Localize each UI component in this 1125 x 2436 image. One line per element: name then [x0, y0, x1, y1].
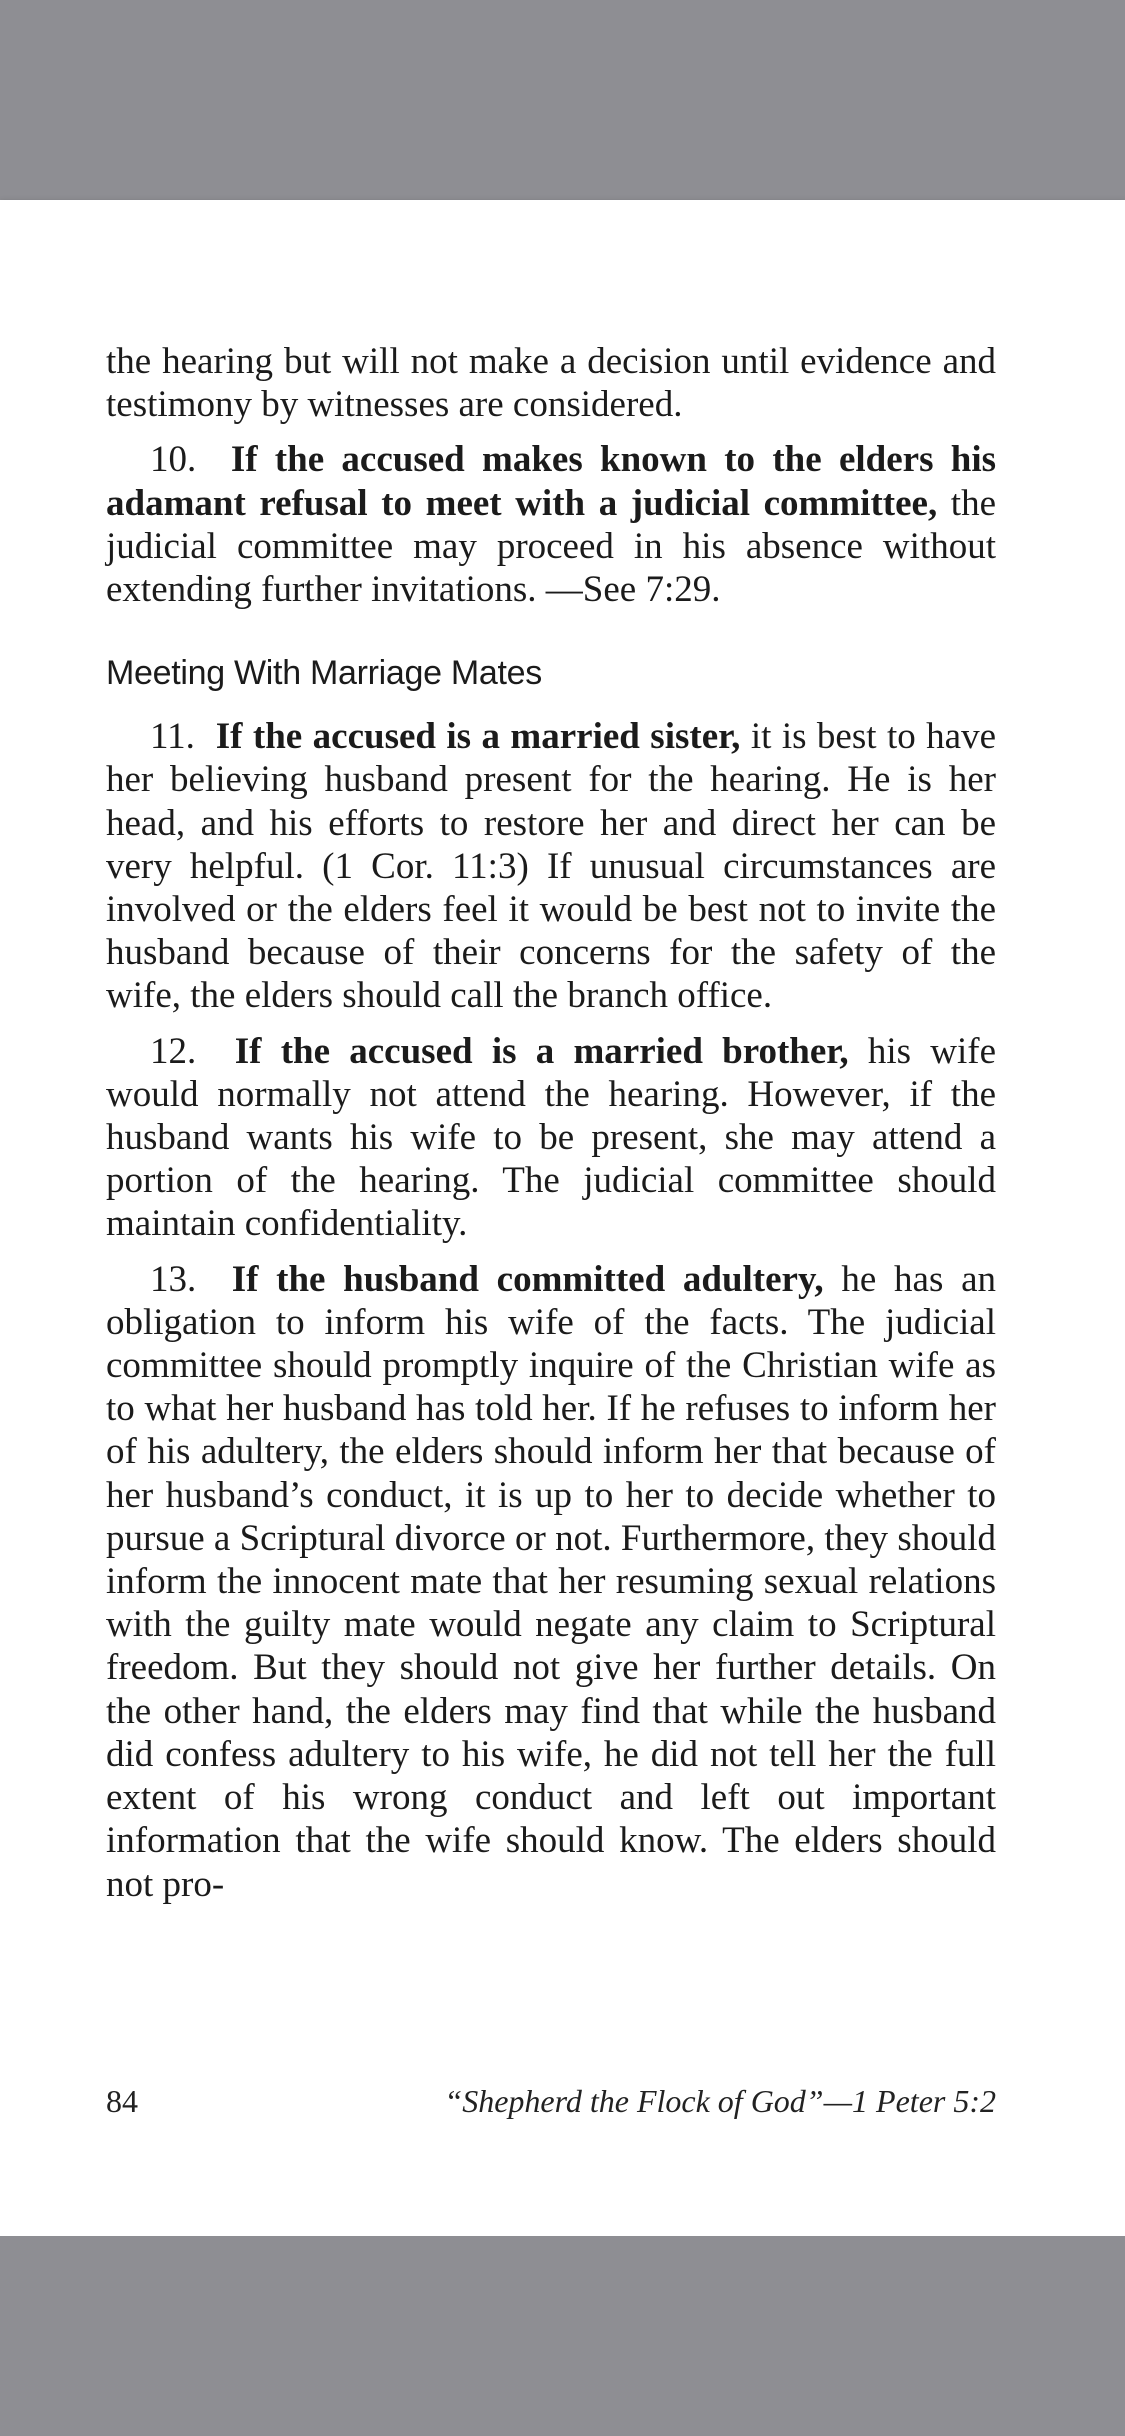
paragraph-text: the judicial committee may proceed in his absence without extending further invitations. —See 7:29. — [106, 482, 996, 611]
page-content — [106, 340, 996, 1906]
paragraph-lead: If the accused makes known to the elders his adamant refusal to meet with a judicial committee, — [106, 439, 996, 524]
top-bar — [0, 0, 1125, 200]
page-footer — [106, 2083, 996, 2123]
paragraph-lead: If the accused is a married sister, — [215, 716, 741, 758]
paragraph-number: 10. — [150, 439, 197, 481]
paragraph-10 — [106, 438, 996, 611]
paragraph-lead: If the husband committed adultery, — [231, 1258, 824, 1300]
book-page — [0, 200, 1125, 2236]
paragraph-13 — [106, 1258, 996, 1906]
paragraph-text: it is best to have her believing husband present for the hearing. He is her head, and his efforts to restore her and direct her can be very helpful. (1 Cor. 11:3) If unusual circumstances are involved or the elders feel it would be best not to invite the husband because of their concerns for the safety of the wife, the elders should call the branch office. — [106, 716, 997, 1017]
bottom-bar — [0, 2236, 1125, 2436]
paragraph-11 — [106, 715, 996, 1017]
paragraph-lead: If the accused is a married brother, — [234, 1030, 849, 1072]
section-heading: Meeting With Marriage Mates — [106, 654, 542, 693]
paragraph-text: his wife would normally not attend the hearing. However, if the husband wants his wife to be present, she may attend a portion of the hearing. The judicial committee should maintain confidentiality. — [106, 1030, 996, 1245]
running-title: “Shepherd the Flock of God”—1 Peter 5:2 — [444, 2083, 996, 2119]
paragraph-number: 11. — [150, 716, 195, 758]
continuation-paragraph: the hearing but will not make a decision until evidence and testimony by witnesses are considered. — [106, 341, 996, 426]
paragraph-12 — [106, 1030, 996, 1246]
paragraph-text: he has an obligation to inform his wife of the facts. The judicial committee should promptly inquire of the Christian wife as to what her husband has told her. If he refuses to inform her of his adultery, the elders should inform her that because of her husband’s conduct, it is up to her to decide whether to pursue a Scriptural divorce or not. Furthermore, they should inform the innocent mate that her resuming sexual relations with the guilty mate would negate any claim to Scriptural freedom. But they should not give her further details. On the other hand, the elders may find that while the husband did confess adultery to his wife, he did not tell her the full extent of his wrong conduct and left out important information that the wife should know. The elders should not pro- — [106, 1258, 996, 1905]
paragraph-number: 13. — [150, 1258, 197, 1300]
paragraph-number: 12. — [150, 1030, 197, 1072]
page-number: 84 — [106, 2083, 138, 2119]
